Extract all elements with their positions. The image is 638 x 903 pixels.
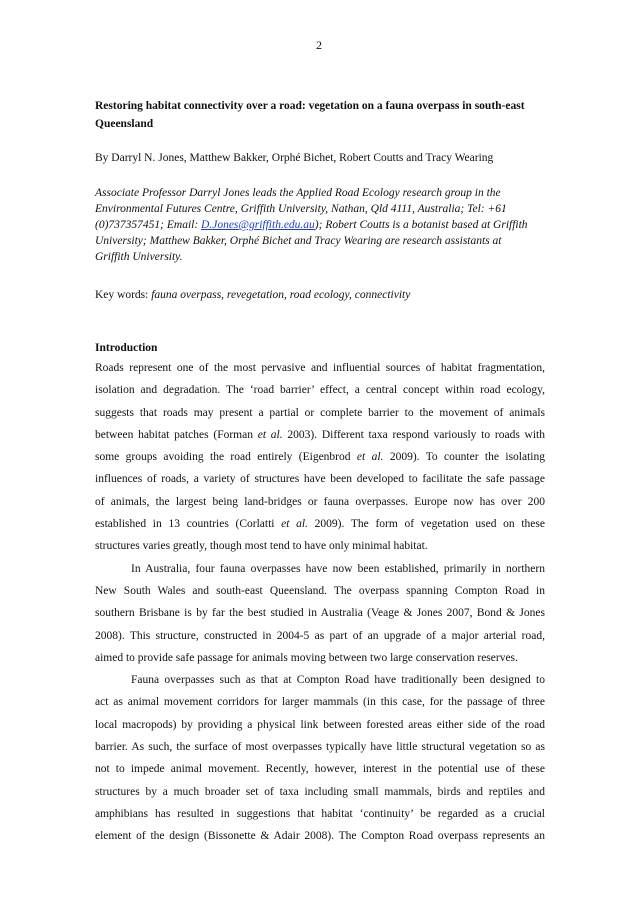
keywords-list: fauna overpass, revegetation, road ecology, connectivity bbox=[151, 289, 411, 301]
body-line: southern Brisbane is by far the best studied in Australia (Veage & Jones 2007, Bond & Jones bbox=[95, 607, 545, 620]
body-text-run: some groups avoiding the road entirely (Eigenbrod bbox=[95, 451, 357, 464]
citation-etal: et al. bbox=[356, 451, 384, 464]
body-line: not to impede animal movement. Recently, however, interest in the potential use of these bbox=[95, 763, 545, 776]
body-text-run: 2009). The form of vegetation used on these bbox=[307, 518, 545, 531]
body-line: Fauna overpasses such as that at Compton Road have traditionally been designed to bbox=[131, 674, 545, 687]
title-line: Restoring habitat connectivity over a road: vegetation on a fauna overpass in south-east bbox=[95, 100, 525, 112]
page-number: 2 bbox=[316, 38, 322, 52]
body-line: structures varies greatly, though most tend to have only minimal habitat. bbox=[95, 540, 428, 553]
body-line: local macropods) by providing a physical link between forested areas either side of the road bbox=[95, 718, 545, 731]
body-line bbox=[95, 424, 545, 446]
keywords-label: Key words: bbox=[95, 289, 152, 301]
body-line: act as animal movement corridors for larger mammals (in this case, for the passage of three bbox=[95, 696, 545, 709]
affiliation-line: Griffith University. bbox=[95, 251, 183, 263]
body-line: amphibians has resulted in suggestions that habitat ‘continuity’ be regarded as a crucial bbox=[95, 807, 545, 820]
body-line bbox=[95, 446, 545, 468]
body-line: of animals, the largest being land-bridges or fauna overpasses. Europe now has over 200 bbox=[95, 495, 545, 508]
body-text bbox=[95, 357, 545, 848]
email-link[interactable]: D.Jones@griffith.edu.au bbox=[201, 219, 315, 231]
body-line: isolation and degradation. The ‘road barrier’ effect, a central concept within road ecology, bbox=[95, 384, 545, 397]
author-affiliation bbox=[95, 185, 545, 265]
keywords bbox=[95, 287, 545, 303]
body-line: barrier. As such, the surface of most overpasses typically have little structural vegetation so as bbox=[95, 741, 545, 754]
section-heading: Introduction bbox=[95, 342, 158, 354]
body-line: influences of roads, a variety of structures have been developed to facilitate the safe passage bbox=[95, 473, 545, 486]
author-list: By Darryl N. Jones, Matthew Bakker, Orphé Bichet, Robert Coutts and Tracy Wearing bbox=[95, 152, 494, 164]
body-line: Roads represent one of the most pervasive and influential sources of habitat fragmentation, bbox=[95, 362, 545, 374]
body-text-run: 2003). Different taxa respond variously to roads with bbox=[282, 428, 545, 441]
affiliation-line bbox=[95, 217, 545, 233]
body-line: aimed to provide safe passage for animals moving between two large conservation reserves. bbox=[95, 651, 518, 664]
body-line: suggests that roads may present a partial or complete barrier to the movement of animals bbox=[95, 406, 545, 419]
title-line: Queensland bbox=[95, 118, 154, 130]
body-line: 2008). This structure, constructed in 2004-5 as part of an upgrade of a major arterial road, bbox=[95, 629, 545, 642]
body-text-run: established in 13 countries (Corlatti bbox=[95, 518, 282, 531]
body-line bbox=[95, 513, 545, 535]
paper-title bbox=[95, 97, 545, 133]
affiliation-line: Associate Professor Darryl Jones leads the Applied Road Ecology research group in the bbox=[95, 187, 501, 199]
body-text-run: 2009). To counter the isolating bbox=[383, 451, 545, 464]
body-line: element of the design (Bissonette & Adair 2008). The Compton Road overpass represents an bbox=[95, 830, 545, 843]
body-line: structures by a much broader set of taxa including small mammals, birds and reptiles and bbox=[95, 785, 545, 798]
body-line: In Australia, four fauna overpasses have now been established, primarily in northern bbox=[131, 562, 545, 575]
affiliation-line: University; Matthew Bakker, Orphé Bichet and Tracy Wearing are research assistants at bbox=[95, 235, 502, 247]
affiliation-line: Environmental Futures Centre, Griffith University, Nathan, Qld 4111, Australia; Tel: +61 bbox=[95, 203, 507, 215]
citation-etal: et al. bbox=[257, 428, 283, 441]
affiliation-text: ); Robert Coutts is a botanist based at Griffith bbox=[314, 219, 528, 231]
body-line: New South Wales and south-east Queensland. The overpass spanning Compton Road in bbox=[95, 584, 545, 597]
citation-etal: et al. bbox=[281, 518, 308, 531]
affiliation-text: (0)737357451; Email: bbox=[95, 219, 202, 231]
body-text-run: between habitat patches (Forman bbox=[95, 428, 258, 441]
